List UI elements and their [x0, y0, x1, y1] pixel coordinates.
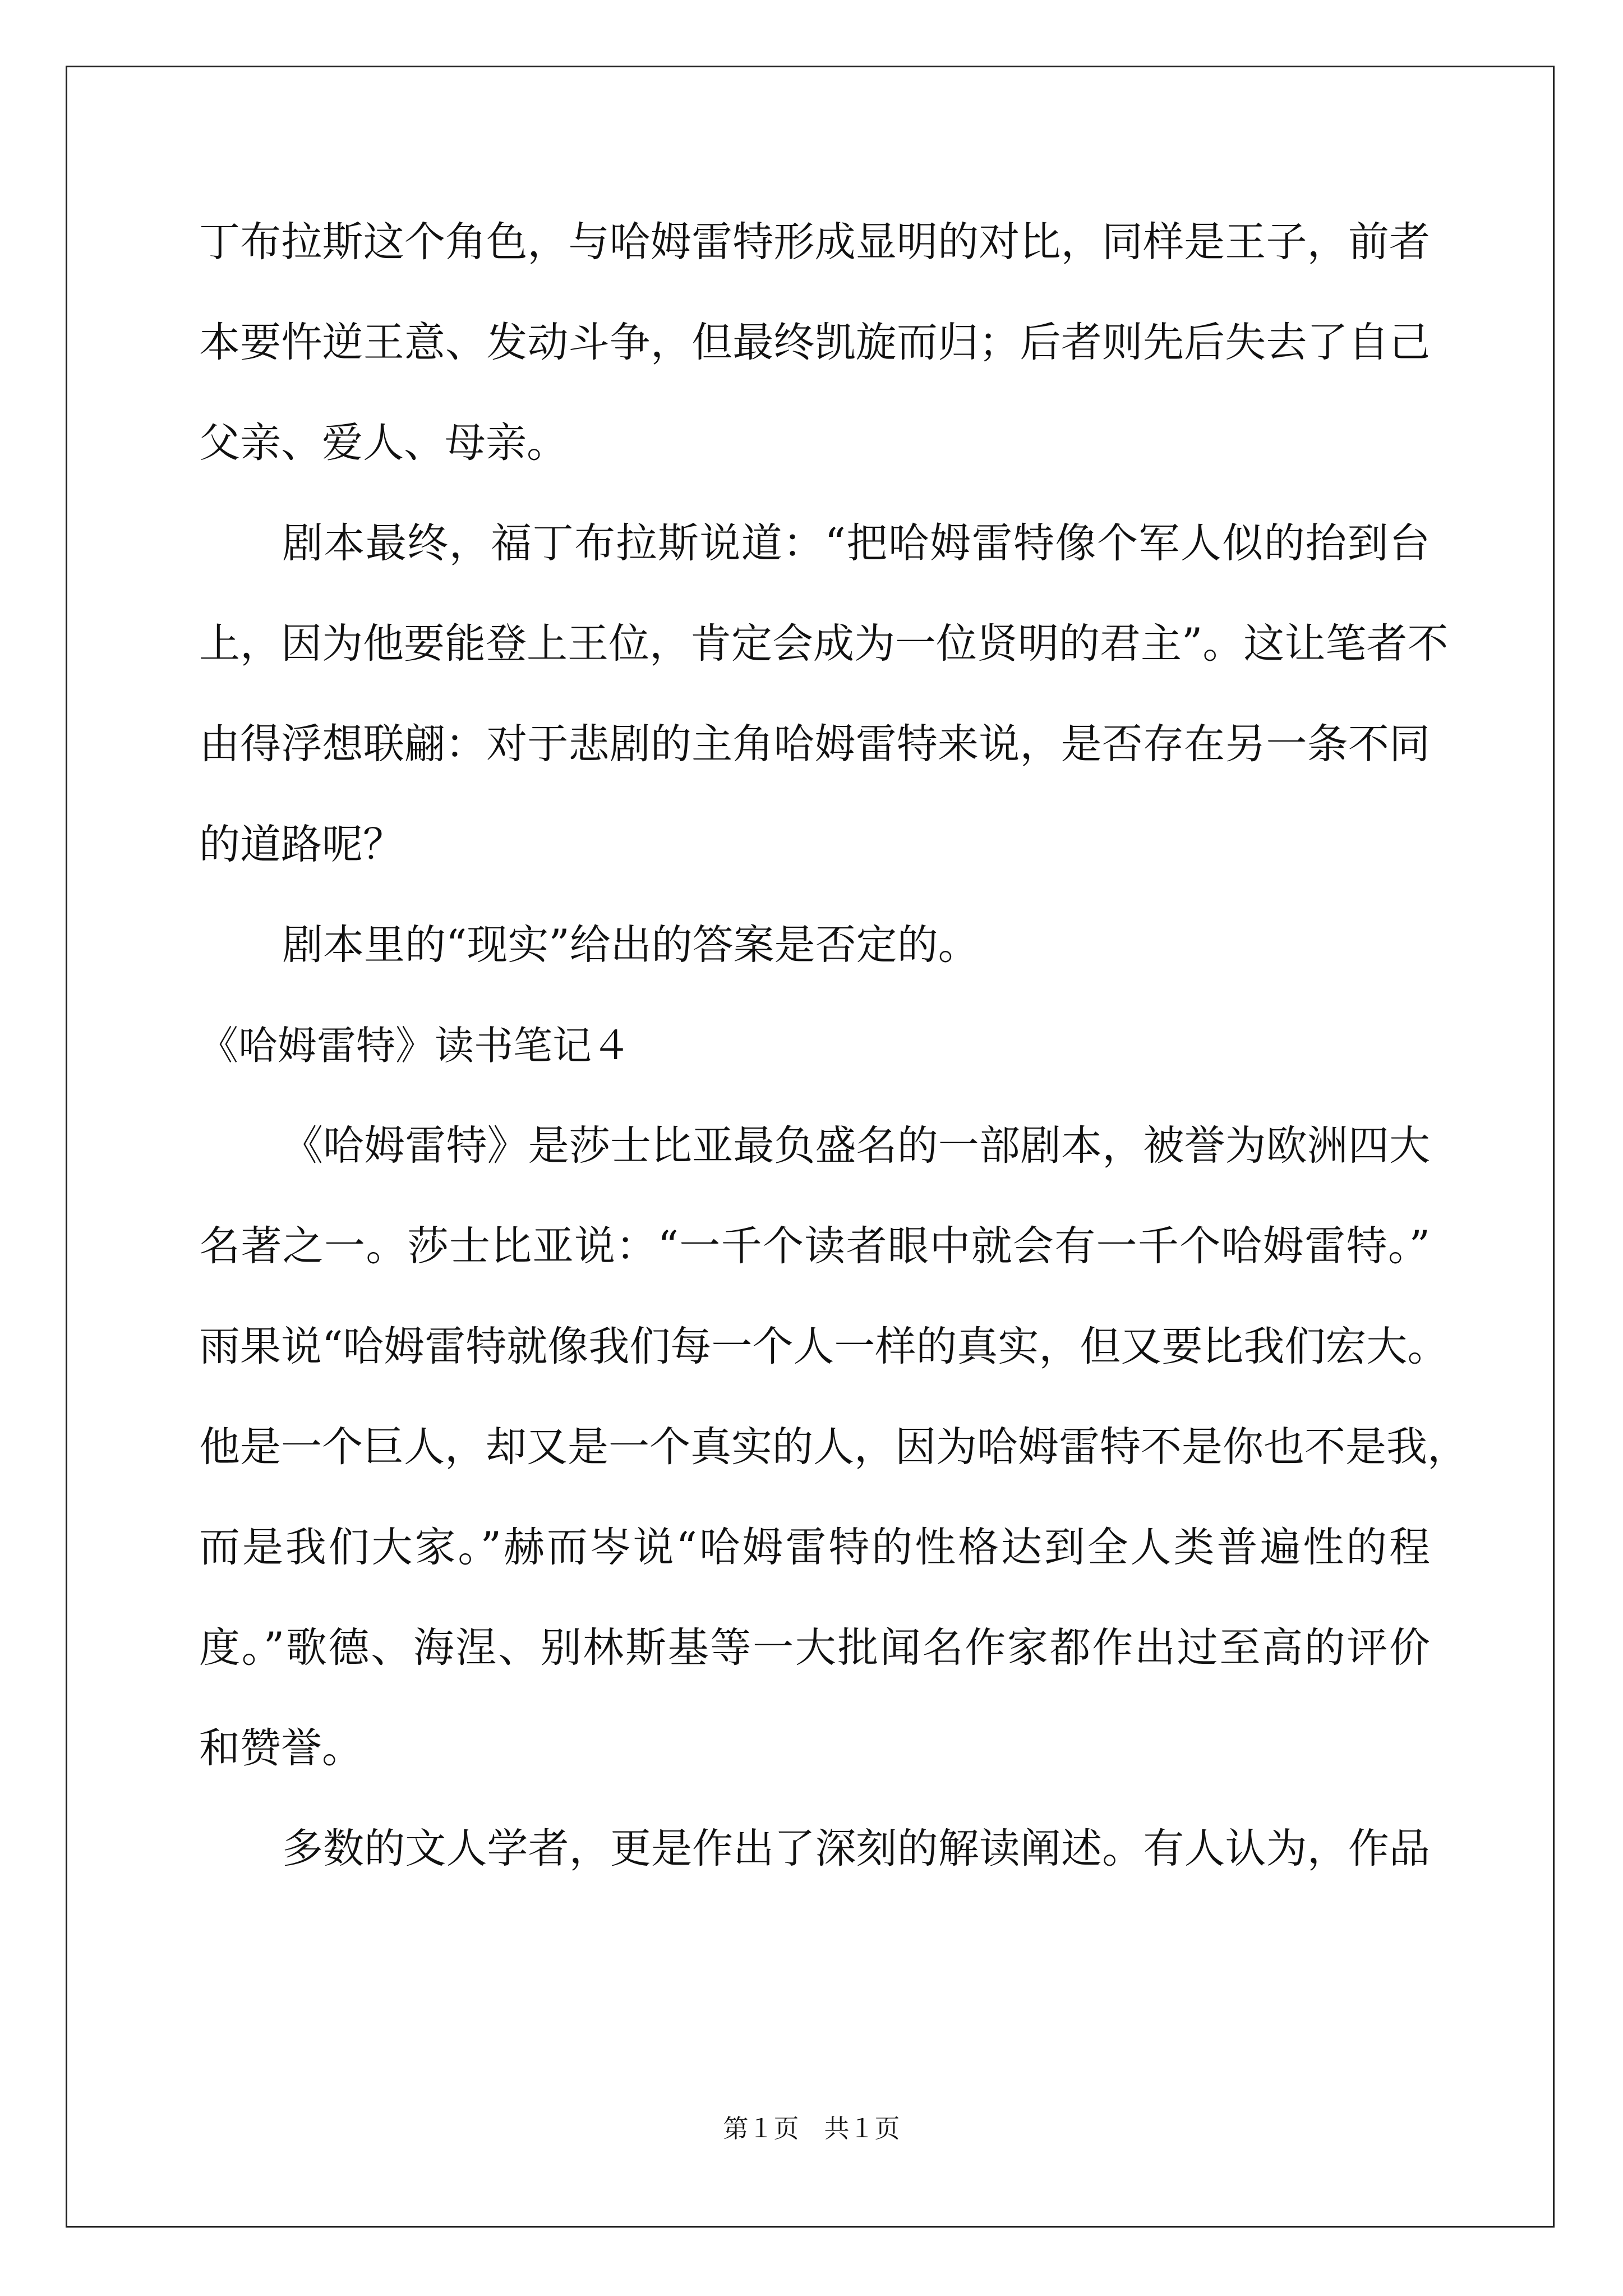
page-number-label: 第１页 共１页 [723, 2114, 900, 2143]
text-line: 而是我们大家。”赫而岑说“哈姆雷特的性格达到全人类普遍性的程 [199, 1524, 1430, 1571]
page-footer [0, 2112, 1623, 2146]
text-line: 本要忤逆王意、发动斗争，但最终凯旋而归；后者则先后失去了自己 [199, 319, 1430, 366]
section-heading: 《哈姆雷特》读书笔记４ [199, 1023, 631, 1069]
paragraph-start-line: 《哈姆雷特》是莎士比亚最负盛名的一部剧本，被誉为欧洲四大 [282, 1122, 1430, 1170]
paragraph-start-line: 多数的文人学者，更是作出了深刻的解读阐述。有人认为，作品 [282, 1825, 1430, 1872]
text-line: 雨果说“哈姆雷特就像我们每一个人一样的真实，但又要比我们宏大。 [199, 1323, 1449, 1370]
paragraph-start-line: 剧本最终，福丁布拉斯说道：“把哈姆雷特像个军人似的抬到台 [282, 519, 1430, 567]
text-line: 的道路呢？ [199, 821, 404, 868]
text-line: 上，因为他要能登上王位，肯定会成为一位贤明的君主”。这让笔者不 [199, 620, 1449, 668]
paragraph-start-line: 剧本里的“现实”给出的答案是否定的。 [282, 921, 979, 969]
text-line: 度。”歌德、海涅、别林斯基等一大批闻名作家都作出过至高的评价 [199, 1624, 1430, 1672]
text-line: 父亲、爱人、母亲。 [199, 419, 568, 467]
text-line: 他是一个巨人，却又是一个真实的人，因为哈姆雷特不是你也不是我， [199, 1423, 1468, 1471]
text-line: 和赞誉。 [199, 1724, 363, 1772]
text-line: 由得浮想联翩：对于悲剧的主角哈姆雷特来说，是否存在另一条不同 [199, 720, 1430, 768]
text-line: 丁布拉斯这个角色，与哈姆雷特形成显明的对比，同样是王子，前者 [199, 218, 1430, 266]
text-line: 名著之一。莎士比亚说：“一千个读者眼中就会有一千个哈姆雷特。” [199, 1222, 1430, 1270]
